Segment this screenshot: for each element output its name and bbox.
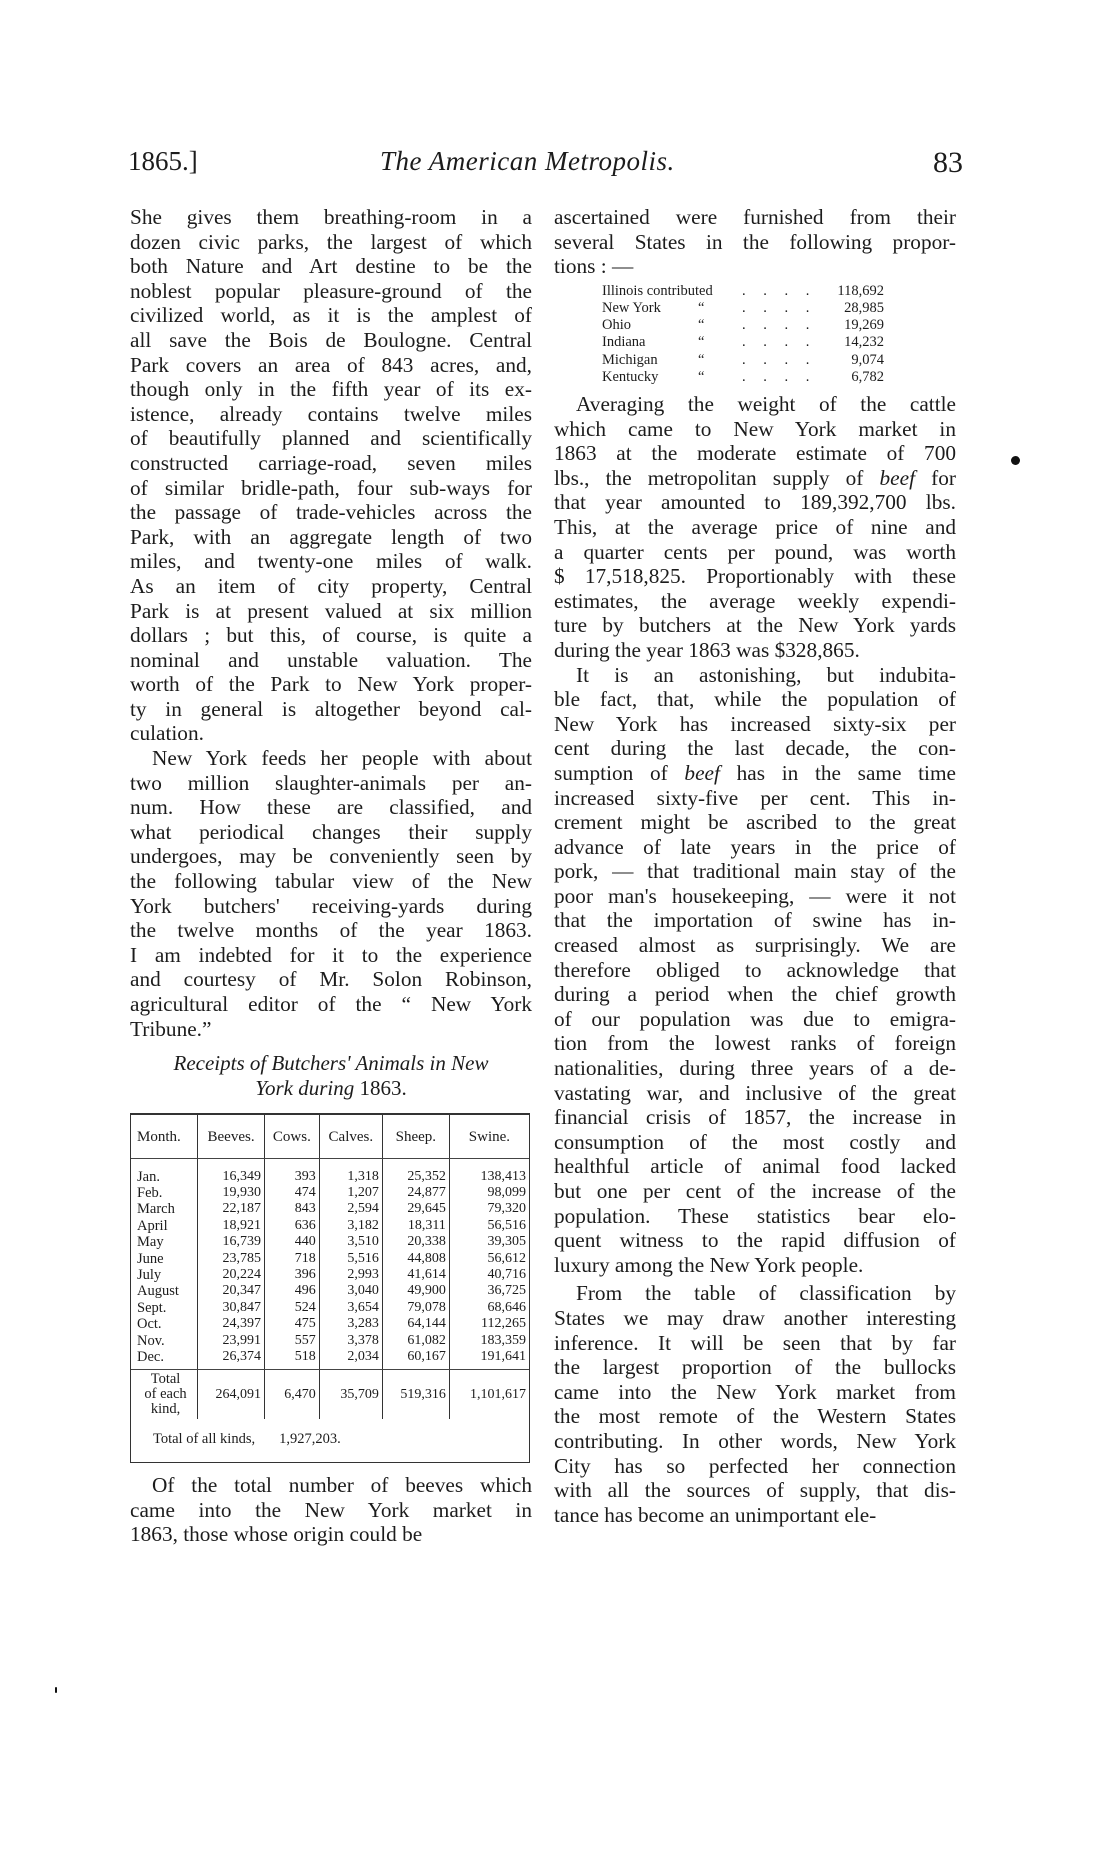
text-line: therefore obliged to acknowledge that (554, 957, 956, 982)
month-cell: Feb. (137, 1185, 163, 1201)
receipts-data-table (131, 1115, 529, 1419)
text-line: miles, and twenty-one miles of walk. (130, 549, 532, 574)
paragraph-central-park (130, 205, 532, 746)
column-header-sheep: Sheep. (382, 1115, 449, 1158)
text-line: ty in general is altogether beyond cal- (130, 696, 532, 721)
text-line: As an item of city property, Central (130, 573, 532, 598)
text-line: quent witness to the rapid diffusion of (554, 1228, 956, 1253)
ditto-mark: “ (698, 368, 705, 385)
text-line: num. How these are classified, and (130, 795, 532, 820)
leader-dots: . . . . (742, 299, 817, 316)
state-value: 14,232 (844, 334, 884, 351)
table-row (131, 1201, 529, 1217)
value-cell: 183,359 (449, 1333, 529, 1349)
text-line: noblest popular pleasure-ground of the (130, 278, 532, 303)
text-line: constructed carriage-road, seven miles (130, 450, 532, 475)
totals-label-line: Total (150, 1371, 181, 1388)
paragraph-ascertained (554, 205, 956, 279)
text-line: istence, already contains twelve miles (130, 401, 532, 426)
value-cell: 16,349 (198, 1158, 265, 1185)
value-cell: 440 (265, 1234, 320, 1250)
table-row (131, 1316, 529, 1332)
month-cell: August (137, 1283, 179, 1300)
ditto-mark: “ (698, 334, 705, 351)
text-line: both Nature and Art destine to be the (130, 254, 532, 279)
text-line: From the table of classification by (576, 1281, 956, 1306)
value-cell: 18,311 (382, 1218, 449, 1234)
state-name: Michigan (602, 351, 658, 368)
text-line: crement might be ascribed to the great (554, 810, 956, 835)
caption-line-2 (130, 1076, 532, 1101)
state-name: Indiana (602, 334, 646, 351)
text-line: This, at the average price of nine and (554, 514, 956, 539)
totals-row (131, 1370, 529, 1420)
value-cell: 5,516 (319, 1251, 382, 1267)
value-cell: 79,078 (382, 1300, 449, 1316)
text-line: I am indebted for it to the experience (130, 942, 532, 967)
state-value: 28,985 (844, 299, 884, 316)
value-cell: 3,040 (319, 1283, 382, 1299)
states-list (602, 283, 956, 386)
month-cell: Dec. (131, 1349, 198, 1370)
text-line: pork, — that traditional main stay of the (554, 859, 956, 884)
month-cell: Jan. (137, 1168, 160, 1185)
grand-total (131, 1419, 529, 1462)
text-line: $ 17,518,825. Proportionably with these (554, 564, 956, 589)
text-line: ture by butchers at the New York yards (554, 613, 956, 638)
state-value: 6,782 (851, 368, 884, 385)
running-header (0, 146, 1096, 186)
caption-year: 1863. (359, 1076, 407, 1101)
paragraph-astonishing (554, 663, 956, 1278)
text-line: what periodical changes their supply (130, 819, 532, 844)
text-line: Of the total number of beeves which (152, 1473, 532, 1498)
text-line: civilized world, as it is the amplest of (130, 303, 532, 328)
state-name: New York (602, 299, 661, 316)
month-cell: May (137, 1234, 164, 1251)
text-line: two million slaughter-animals per an- (130, 770, 532, 795)
value-cell: 79,320 (449, 1201, 529, 1217)
text-line: of our population was due to emigra- (554, 1006, 956, 1031)
value-cell: 3,654 (319, 1300, 382, 1316)
table-row (131, 1267, 529, 1283)
month-cell: March (137, 1201, 175, 1218)
value-cell: 474 (265, 1185, 320, 1201)
text-line: healthful article of animal food lacked (554, 1154, 956, 1179)
leader-dots: . . . . (742, 351, 817, 368)
caption-italic: York during (255, 1076, 360, 1101)
table-header-row (131, 1115, 529, 1158)
value-cell: 191,641 (449, 1349, 529, 1370)
value-cell: 39,305 (449, 1234, 529, 1250)
total-cell: 264,091 (198, 1370, 265, 1420)
leader-dots: . . . . (742, 282, 817, 299)
text-line: worth of the Park to New York proper- (130, 672, 532, 697)
value-cell: 61,082 (382, 1333, 449, 1349)
value-cell: 2,993 (319, 1267, 382, 1283)
text-line: Park, with an aggregate length of two (130, 524, 532, 549)
text-line: the following tabular view of the New (130, 869, 532, 894)
paragraph-classification (554, 1281, 956, 1527)
month-cell: Sept. (137, 1299, 167, 1316)
text-line: and courtesy of Mr. Solon Robinson, (130, 967, 532, 992)
text-line: York butchers' receiving-yards during (130, 893, 532, 918)
table-row (131, 1333, 529, 1349)
value-cell: 2,034 (319, 1349, 382, 1370)
text-line: sumption of beef has in the same time (554, 760, 956, 785)
text-line: nominal and unstable valuation. The (130, 647, 532, 672)
total-cell: 519,316 (382, 1370, 449, 1420)
value-cell: 40,716 (449, 1267, 529, 1283)
month-cell: Nov. (137, 1332, 165, 1349)
text-line: several States in the following propor- (554, 229, 956, 254)
state-value: 118,692 (837, 282, 884, 299)
value-cell: 20,224 (198, 1267, 265, 1283)
text-line: poor man's housekeeping, — were it not (554, 883, 956, 908)
value-cell: 23,991 (198, 1333, 265, 1349)
grand-total-value: 1,927,203. (279, 1431, 341, 1448)
state-value: 9,074 (851, 351, 884, 368)
text-line: New York feeds her people with about (152, 746, 532, 771)
emphasis-beef: beef (879, 465, 916, 490)
right-column (554, 205, 956, 1527)
value-cell: 2,594 (319, 1201, 382, 1217)
total-cell: 35,709 (319, 1370, 382, 1420)
value-cell: 396 (265, 1267, 320, 1283)
grand-total-label: Total of all kinds, (153, 1431, 256, 1448)
state-name: Kentucky (602, 368, 659, 385)
ink-spot (1011, 456, 1020, 465)
value-cell: 25,352 (382, 1158, 449, 1185)
text-line: advance of late years in the price of (554, 834, 956, 859)
value-cell: 24,397 (198, 1316, 265, 1332)
text-line: population. These statistics bear elo- (554, 1203, 956, 1228)
table-row (131, 1218, 529, 1234)
table-row (131, 1185, 529, 1201)
text-line: came into the New York market in (130, 1497, 532, 1522)
text-line: which came to New York market in (554, 416, 956, 441)
value-cell: 3,510 (319, 1234, 382, 1250)
column-header-month: Month. (131, 1115, 198, 1158)
ditto-mark: “ (698, 299, 705, 316)
value-cell: 56,612 (449, 1251, 529, 1267)
value-cell: 475 (265, 1316, 320, 1332)
value-cell: 557 (265, 1333, 320, 1349)
text-line: contributing. In other words, New York (554, 1428, 956, 1453)
column-header-cows: Cows. (265, 1115, 320, 1158)
text-line: New York has increased sixty-six per (554, 711, 956, 736)
text-line: nationalities, during three years of a de- (554, 1056, 956, 1081)
receipts-table (130, 1113, 530, 1463)
text-line: agricultural editor of the “ New York (130, 992, 532, 1016)
value-cell: 3,182 (319, 1218, 382, 1234)
text-line: Tribune.” (130, 1016, 212, 1041)
emphasis-beef: beef (684, 760, 720, 785)
value-cell: 56,516 (449, 1218, 529, 1234)
table-caption (130, 1051, 532, 1101)
month-cell: April (137, 1217, 168, 1234)
value-cell: 64,144 (382, 1316, 449, 1332)
text-line: the twelve months of the year 1863. (130, 918, 532, 943)
text-line: but one per cent of the increase of the (554, 1179, 956, 1203)
value-cell: 49,900 (382, 1283, 449, 1299)
month-cell: July (137, 1267, 162, 1284)
ditto-mark: “ (698, 317, 705, 334)
paragraph-averaging (554, 392, 956, 663)
value-cell: 36,725 (449, 1283, 529, 1299)
text-line: Park is at present valued at six million (130, 598, 532, 623)
table-row (131, 1158, 529, 1185)
leader-dots: . . . . (742, 368, 817, 385)
column-header-beeves: Beeves. (198, 1115, 265, 1158)
value-cell: 23,785 (198, 1251, 265, 1267)
state-row (602, 352, 956, 369)
text-line: increased sixty-five per cent. This in- (554, 785, 956, 810)
value-cell: 19,930 (198, 1185, 265, 1201)
header-title: The American Metropolis. (380, 146, 675, 176)
text-line: creased almost as surprisingly. We are (554, 933, 956, 958)
text-line: the passage of trade-vehicles across the (130, 500, 532, 525)
total-cell: 1,101,617 (449, 1370, 529, 1420)
value-cell: 20,347 (198, 1283, 265, 1299)
table-row (131, 1251, 529, 1267)
value-cell: 16,739 (198, 1234, 265, 1250)
value-cell: 518 (265, 1349, 320, 1370)
state-name: Illinois contributed (602, 282, 713, 299)
text-line: ble fact, that, while the population of (554, 687, 956, 712)
text-line: tion from the lowest ranks of foreign (554, 1031, 956, 1056)
value-cell: 68,646 (449, 1300, 529, 1316)
state-row (602, 317, 956, 334)
text-line: of similar bridle-path, four sub-ways for (130, 475, 532, 500)
text-line: lbs., the metropolitan supply of beef for (554, 465, 956, 490)
value-cell: 843 (265, 1201, 320, 1217)
text-line: came into the New York market from (554, 1379, 956, 1404)
header-year: 1865.] (128, 146, 198, 176)
text-line: dozen civic parks, the largest of which (130, 229, 532, 254)
value-cell: 393 (265, 1158, 320, 1185)
ditto-mark: “ (698, 351, 705, 368)
text-line: a quarter cents per pound, was worth (554, 539, 956, 564)
text-line: with all the sources of supply, that dis- (554, 1478, 956, 1503)
text-line: dollars ; but this, of course, is quite a (130, 623, 532, 648)
text-line: that year amounted to 189,392,700 lbs. (554, 490, 956, 515)
text-line: 1863 at the moderate estimate of 700 (554, 441, 956, 466)
value-cell: 41,614 (382, 1267, 449, 1283)
leader-dots: . . . . (742, 317, 817, 334)
state-row (602, 283, 956, 300)
text-line: Averaging the weight of the cattle (576, 392, 956, 416)
value-cell: 636 (265, 1218, 320, 1234)
text-line: all save the Bois de Boulogne. Central (130, 327, 532, 352)
value-cell: 98,099 (449, 1185, 529, 1201)
text-line: inference. It will be seen that by far (554, 1330, 956, 1355)
text-line: Park covers an area of 843 acres, and, (130, 352, 532, 377)
text-line: of beautifully planned and scientifically (130, 426, 532, 451)
text-line: the most remote of the Western States (554, 1404, 956, 1429)
text-line: States we may draw another interesting (554, 1305, 956, 1330)
ink-mark (55, 1687, 57, 1693)
value-cell: 3,378 (319, 1333, 382, 1349)
state-row (602, 369, 956, 386)
column-header-swine: Swine. (449, 1115, 529, 1158)
text-line: the largest proportion of the bullocks (554, 1355, 956, 1380)
text-line: luxury among the New York people. (554, 1252, 864, 1277)
value-cell: 524 (265, 1300, 320, 1316)
column-header-calves: Calves. (319, 1115, 382, 1158)
value-cell: 18,921 (198, 1218, 265, 1234)
left-column (130, 205, 532, 1547)
text-line: tance has become an unimportant ele- (554, 1502, 877, 1527)
text-line: financial crisis of 1857, the increase in (554, 1105, 956, 1130)
value-cell: 60,167 (382, 1349, 449, 1370)
paragraph-beeves-origin (130, 1473, 532, 1547)
text-line: consumption of the most costly and (554, 1129, 956, 1154)
text-line: It is an astonishing, but indubita- (576, 662, 956, 687)
value-cell: 1,318 (319, 1158, 382, 1185)
text-line: estimates, the average weekly expendi- (554, 588, 956, 613)
value-cell: 44,808 (382, 1251, 449, 1267)
text-line: tions : — (554, 254, 634, 279)
text-line: She gives them breathing-room in a (130, 205, 532, 229)
text-line: 1863, those whose origin could be (130, 1522, 423, 1547)
text-line: vastating war, and inclusive of the great (554, 1080, 956, 1105)
value-cell: 112,265 (449, 1316, 529, 1332)
text-line: ascertained were furnished from their (554, 205, 956, 229)
value-cell: 1,207 (319, 1185, 382, 1201)
value-cell: 3,283 (319, 1316, 382, 1332)
text-line: that the importation of swine has in- (554, 908, 956, 933)
month-cell: Oct. (137, 1316, 162, 1333)
leader-dots: . . . . (742, 334, 817, 351)
value-cell: 30,847 (198, 1300, 265, 1316)
page-number: 83 (933, 146, 963, 179)
value-cell: 496 (265, 1283, 320, 1299)
totals-label-line: of each (144, 1386, 187, 1403)
text-line: during a period when the chief growth (554, 982, 956, 1007)
value-cell: 138,413 (449, 1158, 529, 1185)
value-cell: 29,645 (382, 1201, 449, 1217)
month-cell: June (137, 1250, 164, 1267)
text-line: during the year 1863 was $328,865. (554, 637, 860, 662)
value-cell: 26,374 (198, 1349, 265, 1370)
text-line: City has so perfected her connection (554, 1453, 956, 1478)
text-line: though only in the fifth year of its ex- (130, 377, 532, 402)
paragraph-slaughter-animals (130, 746, 532, 1041)
totals-label (131, 1370, 198, 1420)
table-row (131, 1234, 529, 1250)
value-cell: 20,338 (382, 1234, 449, 1250)
value-cell: 22,187 (198, 1201, 265, 1217)
text-line: undergoes, may be conveniently seen by (130, 844, 532, 869)
state-name: Ohio (602, 317, 631, 334)
table-row (131, 1349, 529, 1370)
totals-label-line: kind, (150, 1401, 181, 1418)
text-line: cent during the last decade, the con- (554, 736, 956, 761)
table-row (131, 1300, 529, 1316)
state-row (602, 300, 956, 317)
value-cell: 24,877 (382, 1185, 449, 1201)
text-line: culation. (130, 721, 204, 746)
total-cell: 6,470 (265, 1370, 320, 1420)
table-row (131, 1283, 529, 1299)
caption-line-1: Receipts of Butchers' Animals in New (173, 1051, 489, 1076)
value-cell: 718 (265, 1251, 320, 1267)
state-value: 19,269 (844, 317, 884, 334)
state-row (602, 334, 956, 351)
